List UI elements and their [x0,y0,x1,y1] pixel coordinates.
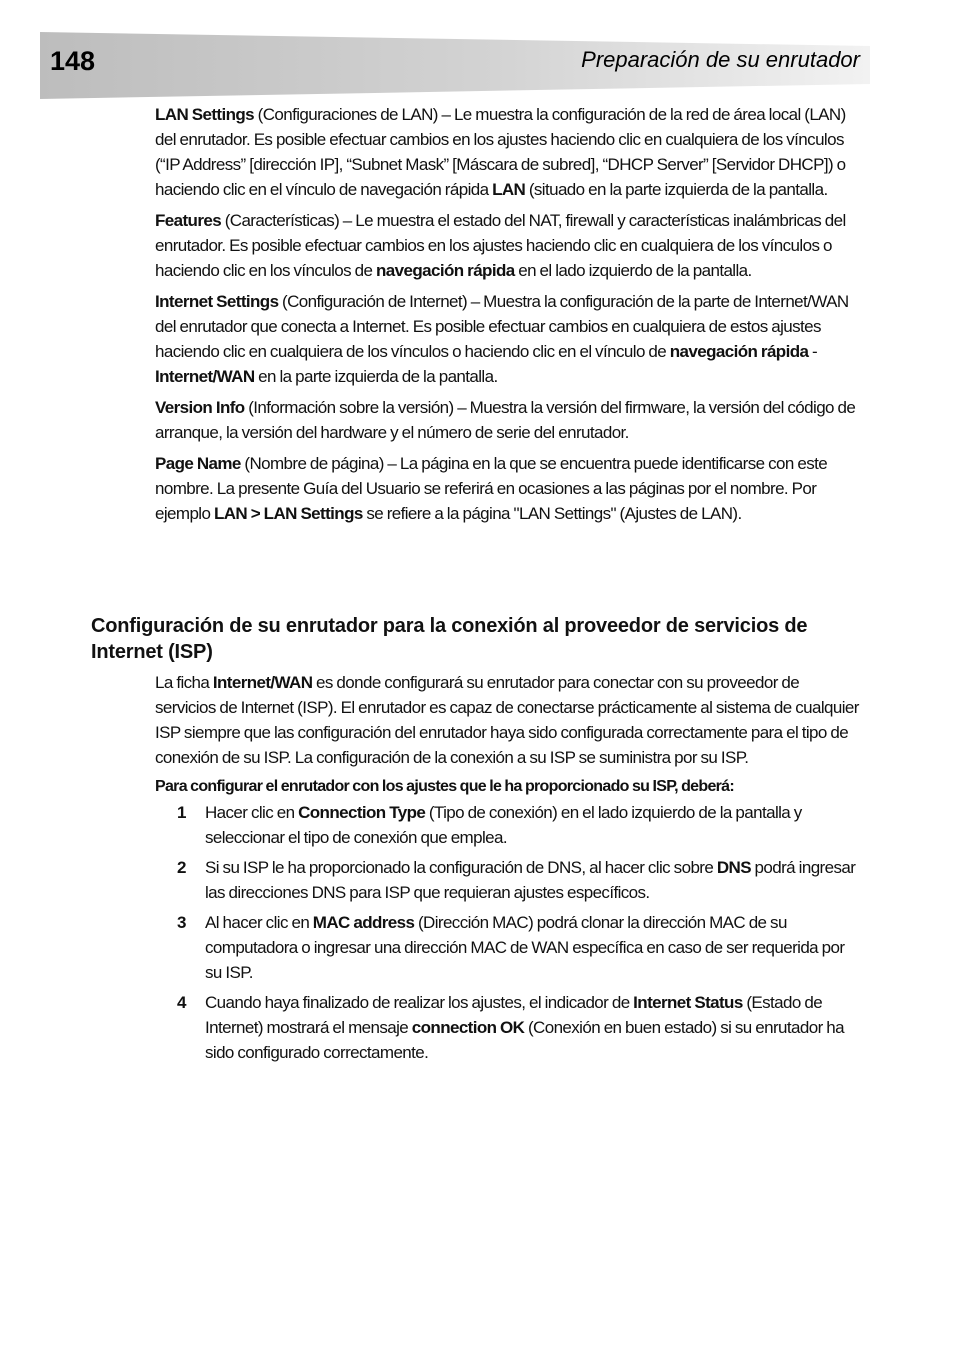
bold-text: LAN > LAN Settings [213,504,363,523]
definition-text: (Configuraciones de LAN) – Le muestra la configuración de la red de área local (LAN) del enrutador. Es posible efectuar cambios en los ajustes haciendo clic en cualquiera de los vínculos (“IP Address” [dirección IP], “Subnet Mask” [Máscara de subred], “DHCP Server” [Servidor DHCP]) o haciendo clic en el vínculo de navegación rápida [155,105,846,199]
bold-text: MAC address [312,913,415,932]
term-page-name: Page Name [155,454,241,473]
bold-text: Connection Type [298,803,426,822]
definition-internet-settings [155,289,860,389]
definition-text: (Configuración de Internet) – Muestra la configuración de la parte de Internet/WAN del enrutador que conecta a Internet. Es posible efectuar cambios en cualquiera de estos ajustes haciendo clic en cualquiera de los vínculos o haciendo clic en el vínculo de [155,292,849,361]
definition-text: en la parte izquierda de la pantalla. [254,367,498,386]
bold-text: navegación rápida [669,342,809,361]
section-body [155,670,860,1070]
definitions-list [155,102,860,532]
step-item [155,910,860,985]
definition-features [155,208,860,283]
definition-text: se refiere a la página "LAN Settings" (Ajustes de LAN). [362,504,742,523]
step-text: Si su ISP le ha proporcionado la configuración de DNS, al hacer clic sobre [205,858,717,877]
definition-text: en el lado izquierdo de la pantalla. [514,261,752,280]
steps-list [155,800,860,1065]
bold-text: Internet/WAN [155,367,255,386]
term-internet-settings: Internet Settings [155,292,279,311]
step-item [155,855,860,905]
step-number: 3 [177,913,186,932]
intro-text: es donde configurará su enrutador para conectar con su proveedor de servicios de Internet (ISP). El enrutador es capaz de conectarse prácticamente al sistema de cualquier ISP siempre que las configuración del enrutador haya sido configurada correctamente para el tipo de conexión de su ISP. La configuración de la conexión a su ISP se suministra por su ISP. [155,673,859,767]
term-version-info: Version Info [155,398,245,417]
step-number: 2 [177,858,186,877]
step-item [155,990,860,1065]
procedure-heading: Para configurar el enrutador con los ajustes que le ha proporcionado su ISP, deberá: [155,778,735,795]
step-text: (Conexión en buen estado) si su enrutador ha sido configurado correctamente. [205,1018,844,1062]
definition-version-info [155,395,860,445]
step-text: Al hacer clic en [205,913,313,932]
step-text: (Estado de Internet) mostrará el mensaje [205,993,823,1037]
step-number: 1 [177,803,186,822]
page-header [40,32,870,99]
intro-text: La ficha [155,673,213,692]
step-text: Cuando haya finalizado de realizar los ajustes, el indicador de [205,993,634,1012]
bold-text: Internet/WAN [212,673,313,692]
definition-lan-settings [155,102,860,202]
term-features: Features [155,211,222,230]
step-text: podrá ingresar las direcciones DNS para ISP que requieran ajustes específicos. [205,858,856,902]
definition-text: (Características) – Le muestra el estado del NAT, firewall y características inalámbricas del enrutador. Es posible efectuar cambios en los ajustes haciendo clic en cualquiera de los vínculos o haciendo clic en los vínculos de [155,211,846,280]
definition-text: (situado en la parte izquierda de la pantalla. [525,180,828,199]
step-text: (Tipo de conexión) en el lado izquierdo de la pantalla y seleccionar el tipo de conexión que emplea. [205,803,802,847]
term-lan-settings: LAN Settings [155,105,255,124]
page-number: 148 [50,46,96,76]
section-heading: Configuración de su enrutador para la conexión al proveedor de servicios de Internet (ISP) [91,615,808,663]
bold-text: navegación rápida [376,261,515,280]
definition-text: (Nombre de página) – La página en la que se encuentra puede identificarse con este nombre. La presente Guía del Usuario se referirá en ocasiones a las páginas por el nombre. Por ejemplo [155,454,828,523]
chapter-title: Preparación de su enrutador [581,47,860,72]
section-intro [155,670,860,770]
bold-text: Internet Status [633,993,743,1012]
definition-text: - [808,342,818,361]
bold-text: LAN [492,180,526,199]
step-item [155,800,860,850]
bold-text: connection OK [411,1018,525,1037]
definition-page-name [155,451,860,526]
definition-text: (Información sobre la versión) – Muestra la versión del firmware, la versión del código de arranque, la versión del hardware y el número de serie del enrutador. [155,398,856,442]
step-text: Hacer clic en [205,803,299,822]
step-text: (Dirección MAC) podrá clonar la dirección MAC de su computadora o ingresar una dirección MAC de WAN específica en caso de ser requerida por su ISP. [205,913,845,982]
step-number: 4 [177,993,186,1012]
bold-text: DNS [716,858,751,877]
